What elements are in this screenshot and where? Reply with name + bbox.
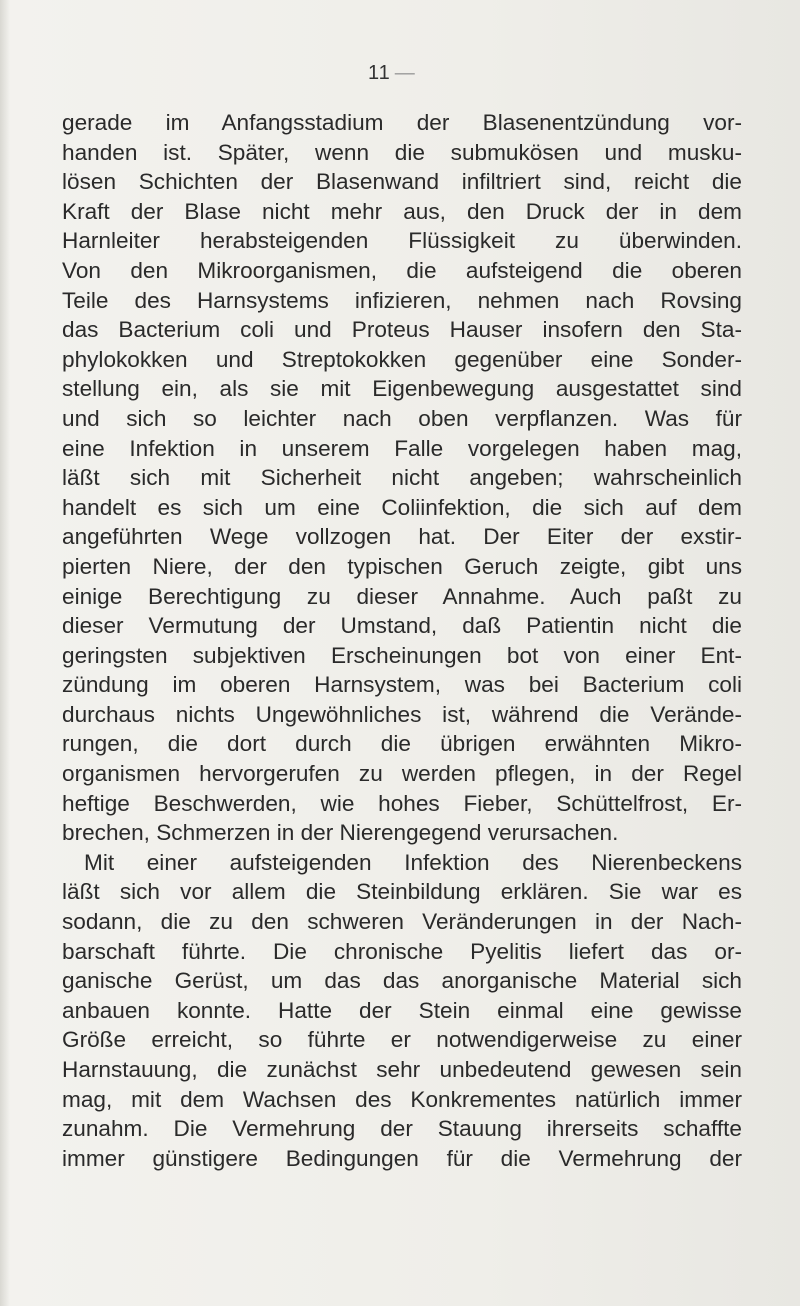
page-number-value: 11 [368,62,391,84]
text-line: angeführten Wege vollzogen hat. Der Eiter der exstir- [62,524,742,550]
text-line: durchaus nichts Ungewöhnliches ist, während die Verände- [62,701,742,727]
text-line: Größe erreicht, so führte er notwendigerweise zu einer [62,1027,742,1053]
text-line: brechen, Schmerzen in der Nierengegend verursachen. [62,820,619,846]
text-line: handen ist. Später, wenn die submukösen und musku- [62,139,742,165]
text-line: Harnleiter herabsteigenden Flüssigkeit zu überwinden. [62,228,742,254]
text-line: zündung im oberen Harnsystem, was bei Bacterium coli [62,672,742,698]
page-number-mark: — [394,62,416,84]
text-line: barschaft führte. Die chronische Pyelitis liefert das or- [62,938,742,964]
body-text [62,108,742,1173]
text-line: rungen, die dort durch die übrigen erwähnten Mikro- [62,731,742,757]
text-line: Kraft der Blase nicht mehr aus, den Druck der in dem [62,198,742,224]
text-line: Teile des Harnsystems infizieren, nehmen nach Rovsing [62,287,742,313]
text-line: mag, mit dem Wachsen des Konkrementes natürlich immer [62,1086,742,1112]
text-line: dieser Vermutung der Umstand, daß Patientin nicht die [62,613,742,639]
text-line: anbauen konnte. Hatte der Stein einmal eine gewisse [62,997,742,1023]
text-line: sodann, die zu den schweren Veränderungen in der Nach- [62,909,742,935]
page-gutter-shadow [0,0,10,1306]
text-line: läßt sich mit Sicherheit nicht angeben; wahrscheinlich [62,465,742,491]
text-line: handelt es sich um eine Coliinfektion, die sich auf dem [62,494,742,520]
text-line: ganische Gerüst, um das das anorganische Material sich [62,968,742,994]
text-line: pierten Niere, der den typischen Geruch zeigte, gibt uns [62,553,742,579]
text-line: Von den Mikroorganismen, die aufsteigend die oberen [62,257,742,283]
text-line: organismen hervorgerufen zu werden pflegen, in der Regel [62,761,742,787]
text-line: einige Berechtigung zu dieser Annahme. Auch paßt zu [62,583,742,609]
text-line: zunahm. Die Vermehrung der Stauung ihrerseits schaffte [62,1116,742,1142]
text-line: gerade im Anfangsstadium der Blasenentzündung vor- [62,110,742,135]
text-line: und sich so leichter nach oben verpflanzen. Was für [62,405,742,431]
text-line: immer günstigere Bedingungen für die Vermehrung der [62,1145,742,1171]
text-line: heftige Beschwerden, wie hohes Fieber, Schüttelfrost, Er- [62,790,742,816]
text-line: phylokokken und Streptokokken gegenüber eine Sonder- [62,346,742,372]
text-line: Harnstauung, die zunächst sehr unbedeutend gewesen sein [62,1057,742,1082]
text-line: eine Infektion in unserem Falle vorgelegen haben mag, [62,435,742,461]
text-line: stellung ein, als sie mit Eigenbewegung ausgestattet sind [62,376,742,402]
paragraph-start-line: Mit einer aufsteigenden Infektion des Nierenbeckens [84,849,742,875]
page-number [368,62,416,85]
text-line: geringsten subjektiven Erscheinungen bot von einer Ent- [62,642,742,668]
text-line: das Bacterium coli und Proteus Hauser insofern den Sta- [62,317,742,343]
text-line: lösen Schichten der Blasenwand infiltriert sind, reicht die [62,169,742,195]
text-line: läßt sich vor allem die Steinbildung erklären. Sie war es [62,879,742,905]
